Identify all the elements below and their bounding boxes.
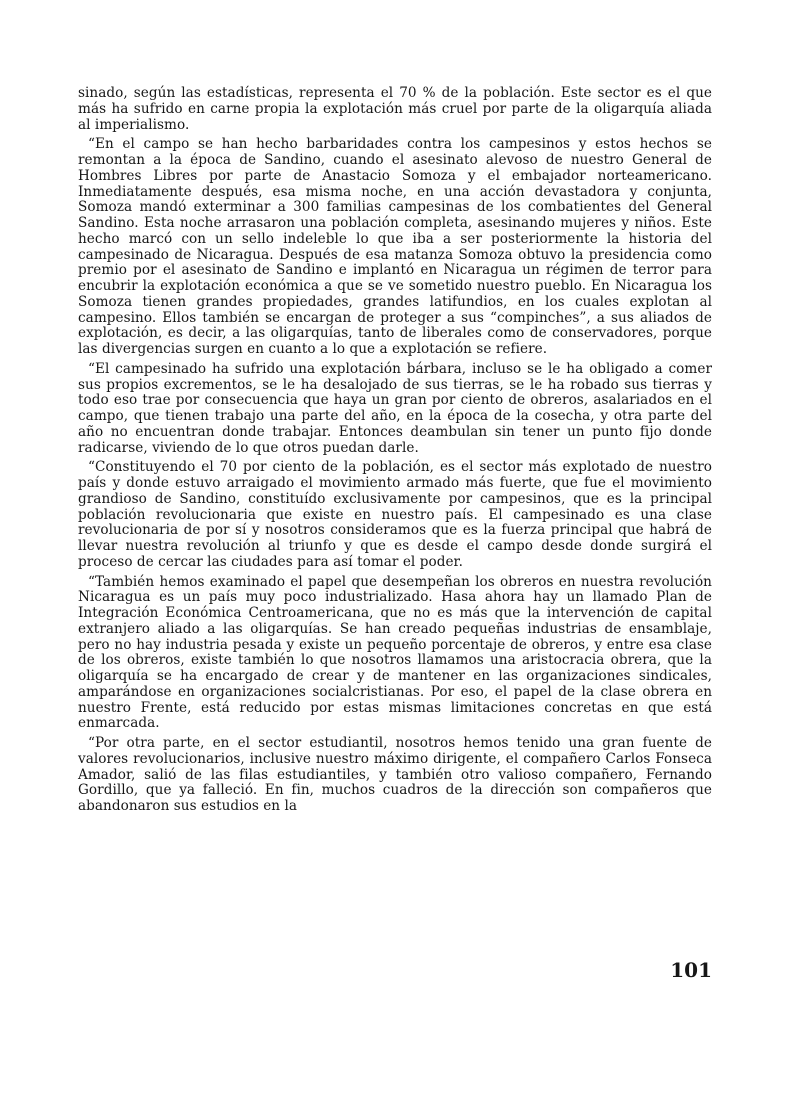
paragraph-1: sinado, según las estadísticas, representa el 70 % de la población. Este sector es el que más ha sufrido en carne propia la explotación más cruel por parte de la oligarquía aliada al imperialismo. [78,85,712,133]
paragraph-4: “Constituyendo el 70 por ciento de la población, es el sector más explotado de nuestro país y donde estuvo arraigado el movimiento armado más fuerte, que fue el movimiento grandioso de Sandino, constituído exclusivamente por campesinos, que es la principal población revolucionaria que existe en nuestro país. El campesinado es una clase revolucionaria de por sí y nosotros consideramos que es la fuerza principal que habrá de llevar nuestra revolución al triunfo y que es desde el campo desde donde surgirá el proceso de cercar las ciudades para así tomar el poder. [78,459,712,570]
paragraph-5: “También hemos examinado el papel que desempeñan los obreros en nuestra revolución Nicaragua es un país muy poco industrializado. Hasa ahora hay un llamado Plan de Integración Económica Centroamericana, que no es más que la intervención de capital extranjero aliado a las oligarquías. Se han creado pequeñas industrias de ensamblaje, pero no hay industria pesada y existe un pequeño porcentaje de obreros, y entre esa clase de los obreros, existe también lo que nosotros llamamos una aristocracia obrera, que la oligarquía se ha encargado de crear y de mantener en las organizaciones sindicales, amparándose en organizaciones socialcristianas. Por eso, el papel de la clase obrera en nuestro Frente, está reducido por estas mismas limitaciones concretas en que está enmarcada. [78,573,712,732]
page-body [78,86,712,815]
paragraph-6: “Por otra parte, en el sector estudiantil, nosotros hemos tenido una gran fuente de valores revolucionarios, inclusive nuestro máximo dirigente, el compañero Carlos Fonseca Amador, salió de las filas estudiantiles, y también otro valioso compañero, Fernando Gordillo, que ya falleció. En fin, muchos cuadros de la dirección son compañeros que abandonaron sus estudios en la [78,735,712,814]
paragraph-3: “El campesinado ha sufrido una explotación bárbara, incluso se le ha obligado a comer sus propios excrementos, se le ha desalojado de sus tierras, se le ha robado sus tierras y todo eso trae por consecuencia que haya un gran por ciento de obreros, asalariados en el campo, que tienen trabajo una parte del año, en la época de la cosecha, y otra parte del año no encuentran donde trabajar. Entonces deambulan sin tener un punto fijo donde radicarse, viviendo de lo que otros puedan darle. [78,360,712,456]
page-number: 101 [670,958,712,982]
paragraph-2: “En el campo se han hecho barbaridades contra los campesinos y estos hechos se remontan a la época de Sandino, cuando el asesinato alevoso de nuestro General de Hombres Libres por parte de Anastacio Somoza y el embajador norteamericano. Inmediatamente después, esa misma noche, en una acción devastadora y conjunta, Somoza mandó exterminar a 300 familias campesinas de los combatientes del General Sandino. Esta noche arrasaron una población completa, asesinando mujeres y niños. Este hecho marcó con un sello indeleble lo que iba a ser posteriormente la historia del campesinado de Nicaragua. Después de esa matanza Somoza obtuvo la presidencia como premio por el asesinato de Sandino e implantó en Nicaragua un régimen de terror para encubrir la explotación económica a que se ve sometido nuestro pueblo. En Nicaragua los Somoza tienen grandes propiedades, grandes latifundios, en los cuales explotan al campesino. Ellos también se encargan de proteger a sus “compinches”, a sus aliados de explotación, es decir, a las oligarquías, tanto de liberales como de conservadores, porque las divergencias surgen en cuanto a lo que a explotación se refiere. [78,136,712,357]
